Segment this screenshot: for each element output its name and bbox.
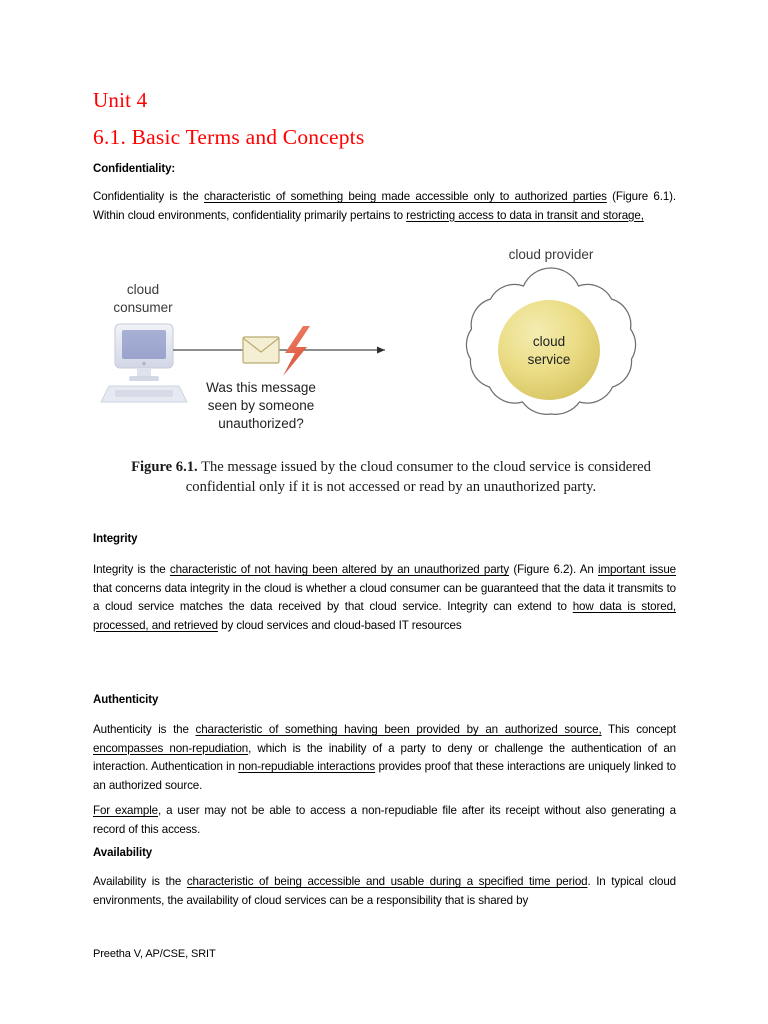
text-run-underlined: important issue — [597, 563, 676, 576]
text-run: . In typical cloud environments, the availability of cloud services can be a responsibility that is shared by — [93, 875, 676, 907]
figure-caption-text: The message issued by the cloud consumer to the cloud service is considered confidential only if it is not accessed or read by an unauthorized party. — [185, 459, 651, 495]
text-run: Confidentiality is the — [93, 190, 204, 203]
text-run-underlined: how data is stored, processed, and retrieved — [93, 600, 676, 632]
cloud-consumer-computer-icon — [101, 324, 187, 402]
heading-availability-label: Availability — [93, 847, 153, 859]
figure-label-cloud-service-line1: cloud — [532, 334, 566, 349]
text-run: Availability is the — [93, 875, 187, 888]
text-run: by cloud services and cloud-based IT resources — [217, 618, 462, 632]
text-run-underlined: characteristic of being accessible and usable during a specified time period — [186, 875, 588, 888]
text-run-underlined: non-repudiable interactions — [238, 760, 376, 774]
text-run: Authenticity is the — [93, 723, 196, 736]
paragraph-authenticity-example — [93, 802, 676, 839]
text-run-underlined: restricting access to data in transit and storage, — [406, 208, 644, 222]
figure-6-1-caption — [111, 458, 671, 497]
security-breach-bolt-icon — [283, 326, 310, 376]
figure-label-cloud-provider: cloud provider — [508, 247, 594, 262]
text-run: (Figure 6.2). An — [509, 563, 598, 576]
figure-question-line2: seen by someone — [207, 398, 315, 413]
figure-6-1 — [93, 240, 683, 515]
text-run: Integrity is the — [93, 563, 170, 576]
text-run: This concept — [601, 723, 676, 736]
text-run: provides proof that these interactions are uniquely linked to an authorized source. — [93, 760, 676, 792]
heading-availability — [93, 847, 152, 859]
text-run-underlined: characteristic of something being made accessible only to authorized parties — [203, 190, 607, 203]
heading-authenticity-label: Authenticity — [93, 694, 159, 706]
text-run-underlined: characteristic of something having been provided by an authorized source, — [195, 723, 602, 736]
paragraph-integrity — [93, 561, 676, 635]
figure-6-1-graphic — [93, 240, 683, 470]
cloud-service-sphere — [498, 300, 600, 400]
page-title-section: 6.1. Basic Terms and Concepts — [93, 125, 365, 149]
paragraph-authenticity — [93, 721, 676, 795]
figure-label-cloud-consumer-line1: cloud — [126, 282, 160, 297]
heading-authenticity — [93, 694, 158, 706]
text-run-underlined: characteristic of not having been altered by an unauthorized party — [169, 563, 510, 576]
heading-integrity — [93, 533, 137, 545]
page-footer — [93, 948, 216, 960]
text-run-underlined: For example — [93, 804, 158, 817]
page-title-unit: Unit 4 — [93, 88, 148, 112]
heading-confidentiality-label: Confidentiality: — [93, 163, 176, 175]
text-run-underlined: encompasses non-repudiation — [93, 741, 249, 755]
paragraph-confidentiality — [93, 188, 676, 225]
text-run: , which is the inability of a party to deny or challenge the authentication of an interaction. Authentication in — [93, 741, 676, 774]
paragraph-availability — [93, 873, 676, 910]
message-envelope-icon — [243, 337, 279, 363]
text-run: (Figure 6.1). Within cloud environments, confidentiality primarily pertains to — [93, 190, 676, 222]
figure-question-line1: Was this message — [206, 380, 316, 395]
text-run: , a user may not be able to access a non-repudiable file after its receipt without also generating a record of this access. — [93, 804, 677, 836]
page-footer-text: Preetha V, AP/CSE, SRIT — [93, 948, 216, 960]
figure-question-line3: unauthorized? — [218, 416, 304, 431]
figure-label-cloud-consumer-line2: consumer — [113, 300, 173, 315]
text-run: that concerns data integrity in the cloud is whether a cloud consumer can be guaranteed that the data it transmits to a cloud service matches the data received by that cloud service. Integrity can extend to — [93, 581, 676, 614]
figure-caption-number: Figure 6.1. — [131, 459, 198, 475]
heading-confidentiality — [93, 163, 175, 175]
heading-integrity-label: Integrity — [93, 533, 138, 545]
figure-label-cloud-service-line2: service — [527, 352, 571, 367]
